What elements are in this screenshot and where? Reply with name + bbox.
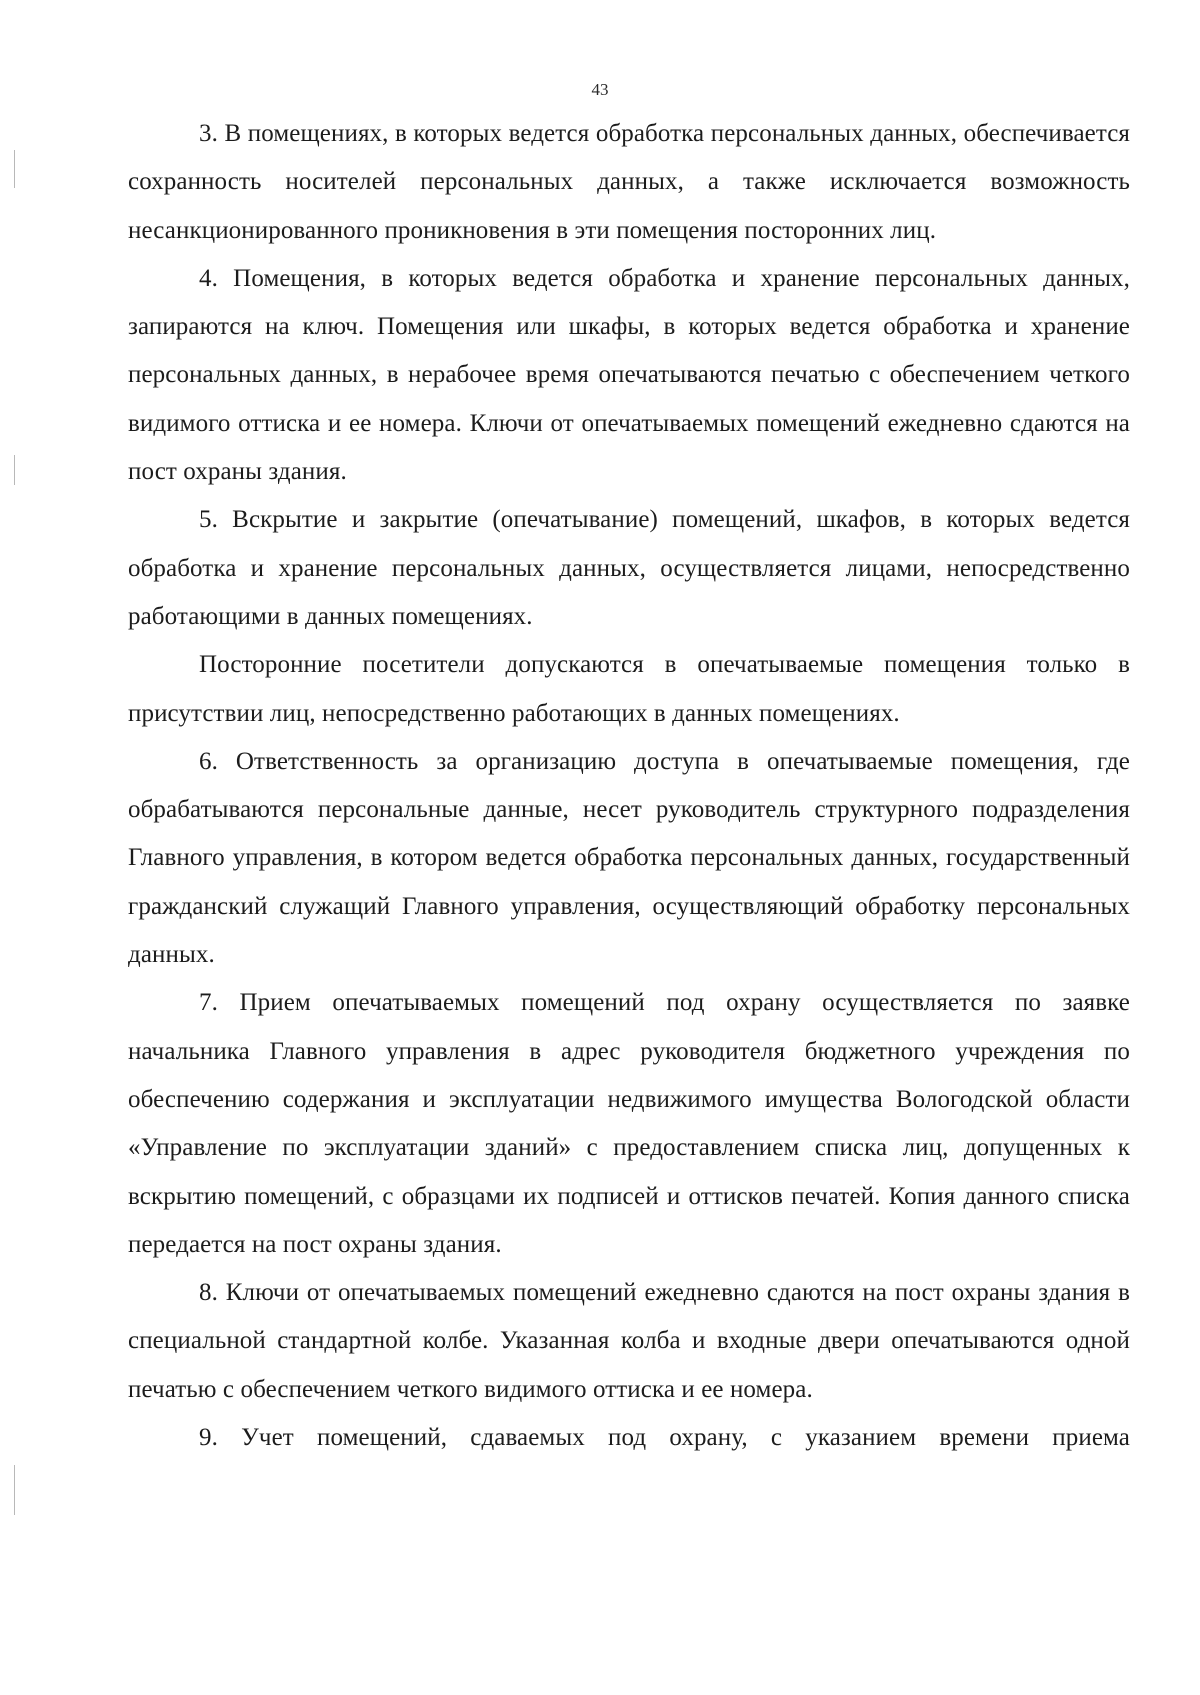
paragraph-3: 3. В помещениях, в которых ведется обработка персональных данных, обеспечивается сохранность носителей персональных данных, а также исключается возможность несанкционированного проникновения в эти помещения посторонних лиц. [128,120,1130,244]
scan-edge-mark [14,150,15,188]
scan-edge-mark [14,455,15,485]
paragraph-5: 5. Вскрытие и закрытие (опечатывание) помещений, шкафов, в которых ведется обработка и хранение персональных данных, осуществляется лицами, непосредственно работающими в данных помещениях. [128,506,1130,630]
page-number: 43 [591,80,609,99]
paragraph-9: 9. Учет помещений, сдаваемых под охрану, с указанием времени приема [199,1424,1130,1452]
paragraph-8: 8. Ключи от опечатываемых помещений ежедневно сдаются на пост охраны здания в специальной стандартной колбе. Указанная колба и входные двери опечатываются одной печатью с обеспечением четкого видимого оттиска и ее номера. [128,1279,1130,1403]
scan-edge-mark [14,1465,15,1515]
paragraph-4: 4. Помещения, в которых ведется обработка и хранение персональных данных, запираются на ключ. Помещения или шкафы, в которых ведется обработка и хранение персональных данных, в нерабочее время опечатываются печатью с обеспечением четкого видимого оттиска и ее номера. Ключи от опечатываемых помещений ежедневно сдаются на пост охраны здания. [128,264,1130,486]
paragraph-5-visitors: Посторонние посетители допускаются в опечатываемые помещения только в присутствии лиц, непосредственно работающих в данных помещениях. [128,651,1130,727]
paragraph-7: 7. Прием опечатываемых помещений под охрану осуществляется по заявке начальника Главного управления в адрес руководителя бюджетного учреждения по обеспечению содержания и эксплуатации недвижимого имущества Вологодской области «Управление по эксплуатации зданий» с предоставлением списка лиц, допущенных к вскрытию помещений, с образцами их подписей и оттисков печатей. Копия данного списка передается на пост охраны здания. [128,989,1130,1258]
paragraph-6: 6. Ответственность за организацию доступа в опечатываемые помещения, где обрабатываются персональные данные, несет руководитель структурного подразделения Главного управления, в котором ведется обработка персональных данных, государственный гражданский служащий Главного управления, осуществляющий обработку персональных данных. [128,747,1130,969]
document-body [128,110,1130,1462]
